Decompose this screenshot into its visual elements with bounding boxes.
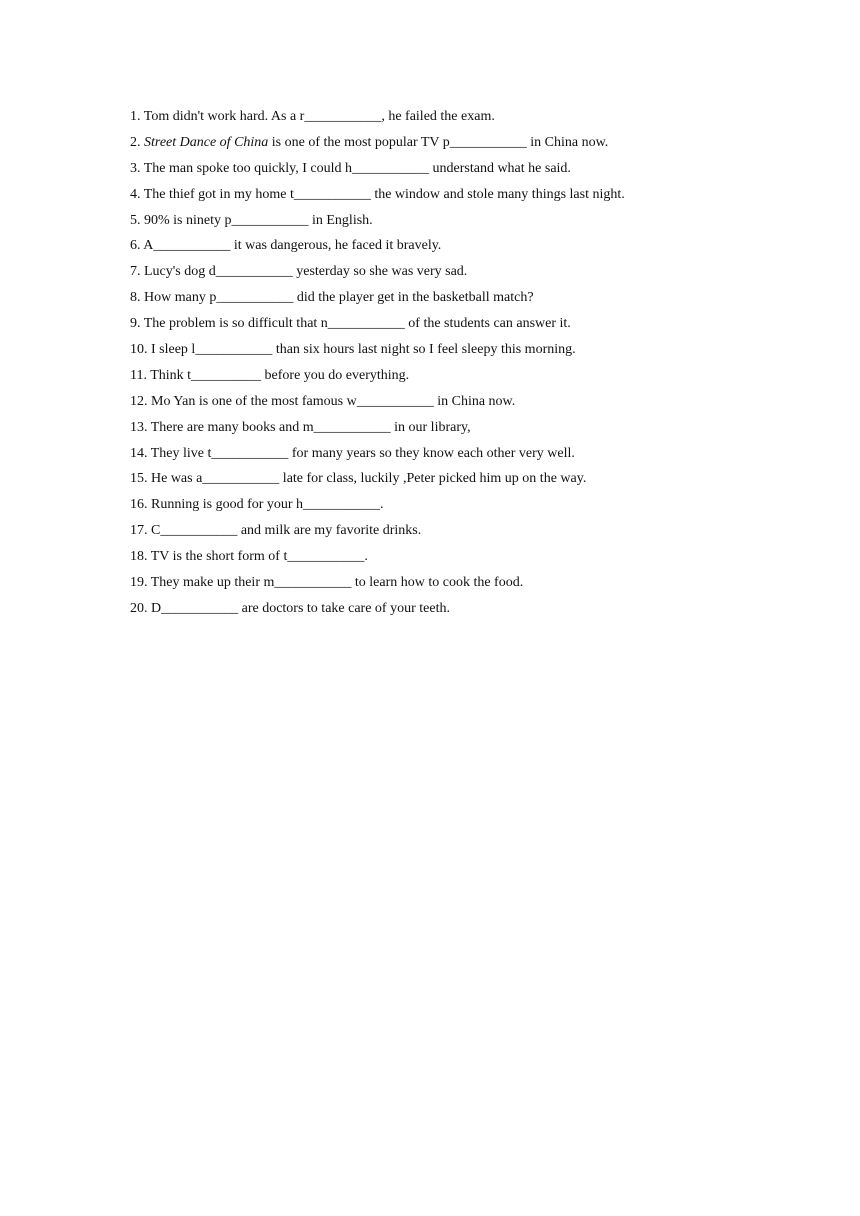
question-number: 2.: [130, 134, 144, 150]
question-14: [130, 445, 730, 471]
question-6: [130, 237, 730, 263]
question-text: 7. Lucy's dog d___________ yesterday so she was very sad.: [130, 264, 468, 280]
question-15: [130, 470, 730, 496]
question-13: [130, 419, 730, 445]
question-text: 19. They make up their m___________ to learn how to cook the food.: [130, 575, 524, 591]
question-text: 18. TV is the short form of t___________.: [130, 549, 368, 565]
question-20: [130, 600, 730, 626]
question-text: 20. D___________ are doctors to take care of your teeth.: [130, 600, 450, 616]
question-11: [130, 367, 730, 393]
question-18: [130, 548, 730, 574]
question-text: 15. He was a___________ late for class, luckily ,Peter picked him up on the way.: [130, 471, 587, 487]
question-text: 9. The problem is so difficult that n___________ of the students can answer it.: [130, 316, 571, 332]
question-10: [130, 341, 730, 367]
question-19: [130, 574, 730, 600]
question-17: [130, 522, 730, 548]
question-text: 8. How many p___________ did the player get in the basketball match?: [130, 290, 534, 306]
question-1: [130, 108, 730, 134]
question-text: 5. 90% is ninety p___________ in English.: [130, 212, 373, 228]
question-text: 10. I sleep l___________ than six hours last night so I feel sleepy this morning.: [130, 342, 576, 358]
question-text: 1. Tom didn't work hard. As a r___________, he failed the exam.: [130, 109, 495, 124]
question-text: 6. A___________ it was dangerous, he faced it bravely.: [130, 238, 442, 254]
question-9: [130, 315, 730, 341]
question-text: is one of the most popular TV p___________ in China now.: [268, 134, 609, 150]
question-8: [130, 289, 730, 315]
question-5: [130, 212, 730, 238]
program-title: Street Dance of China: [144, 134, 269, 150]
question-7: [130, 263, 730, 289]
question-text: 14. They live t___________ for many years so they know each other very well.: [130, 445, 575, 461]
question-text: 17. C___________ and milk are my favorite drinks.: [130, 523, 422, 539]
question-2: [130, 134, 730, 160]
question-text: 12. Mo Yan is one of the most famous w___________ in China now.: [130, 393, 516, 409]
question-4: [130, 186, 730, 212]
question-12: [130, 393, 730, 419]
question-text: 4. The thief got in my home t___________ the window and stole many things last night.: [130, 186, 625, 202]
question-text: 3. The man spoke too quickly, I could h___________ understand what he said.: [130, 160, 571, 176]
question-text: 13. There are many books and m___________ in our library,: [130, 419, 471, 435]
question-3: [130, 160, 730, 186]
question-list: [130, 108, 730, 626]
question-text: 11. Think t__________ before you do everything.: [130, 367, 410, 383]
question-text: 16. Running is good for your h___________.: [130, 497, 384, 513]
question-16: [130, 496, 730, 522]
